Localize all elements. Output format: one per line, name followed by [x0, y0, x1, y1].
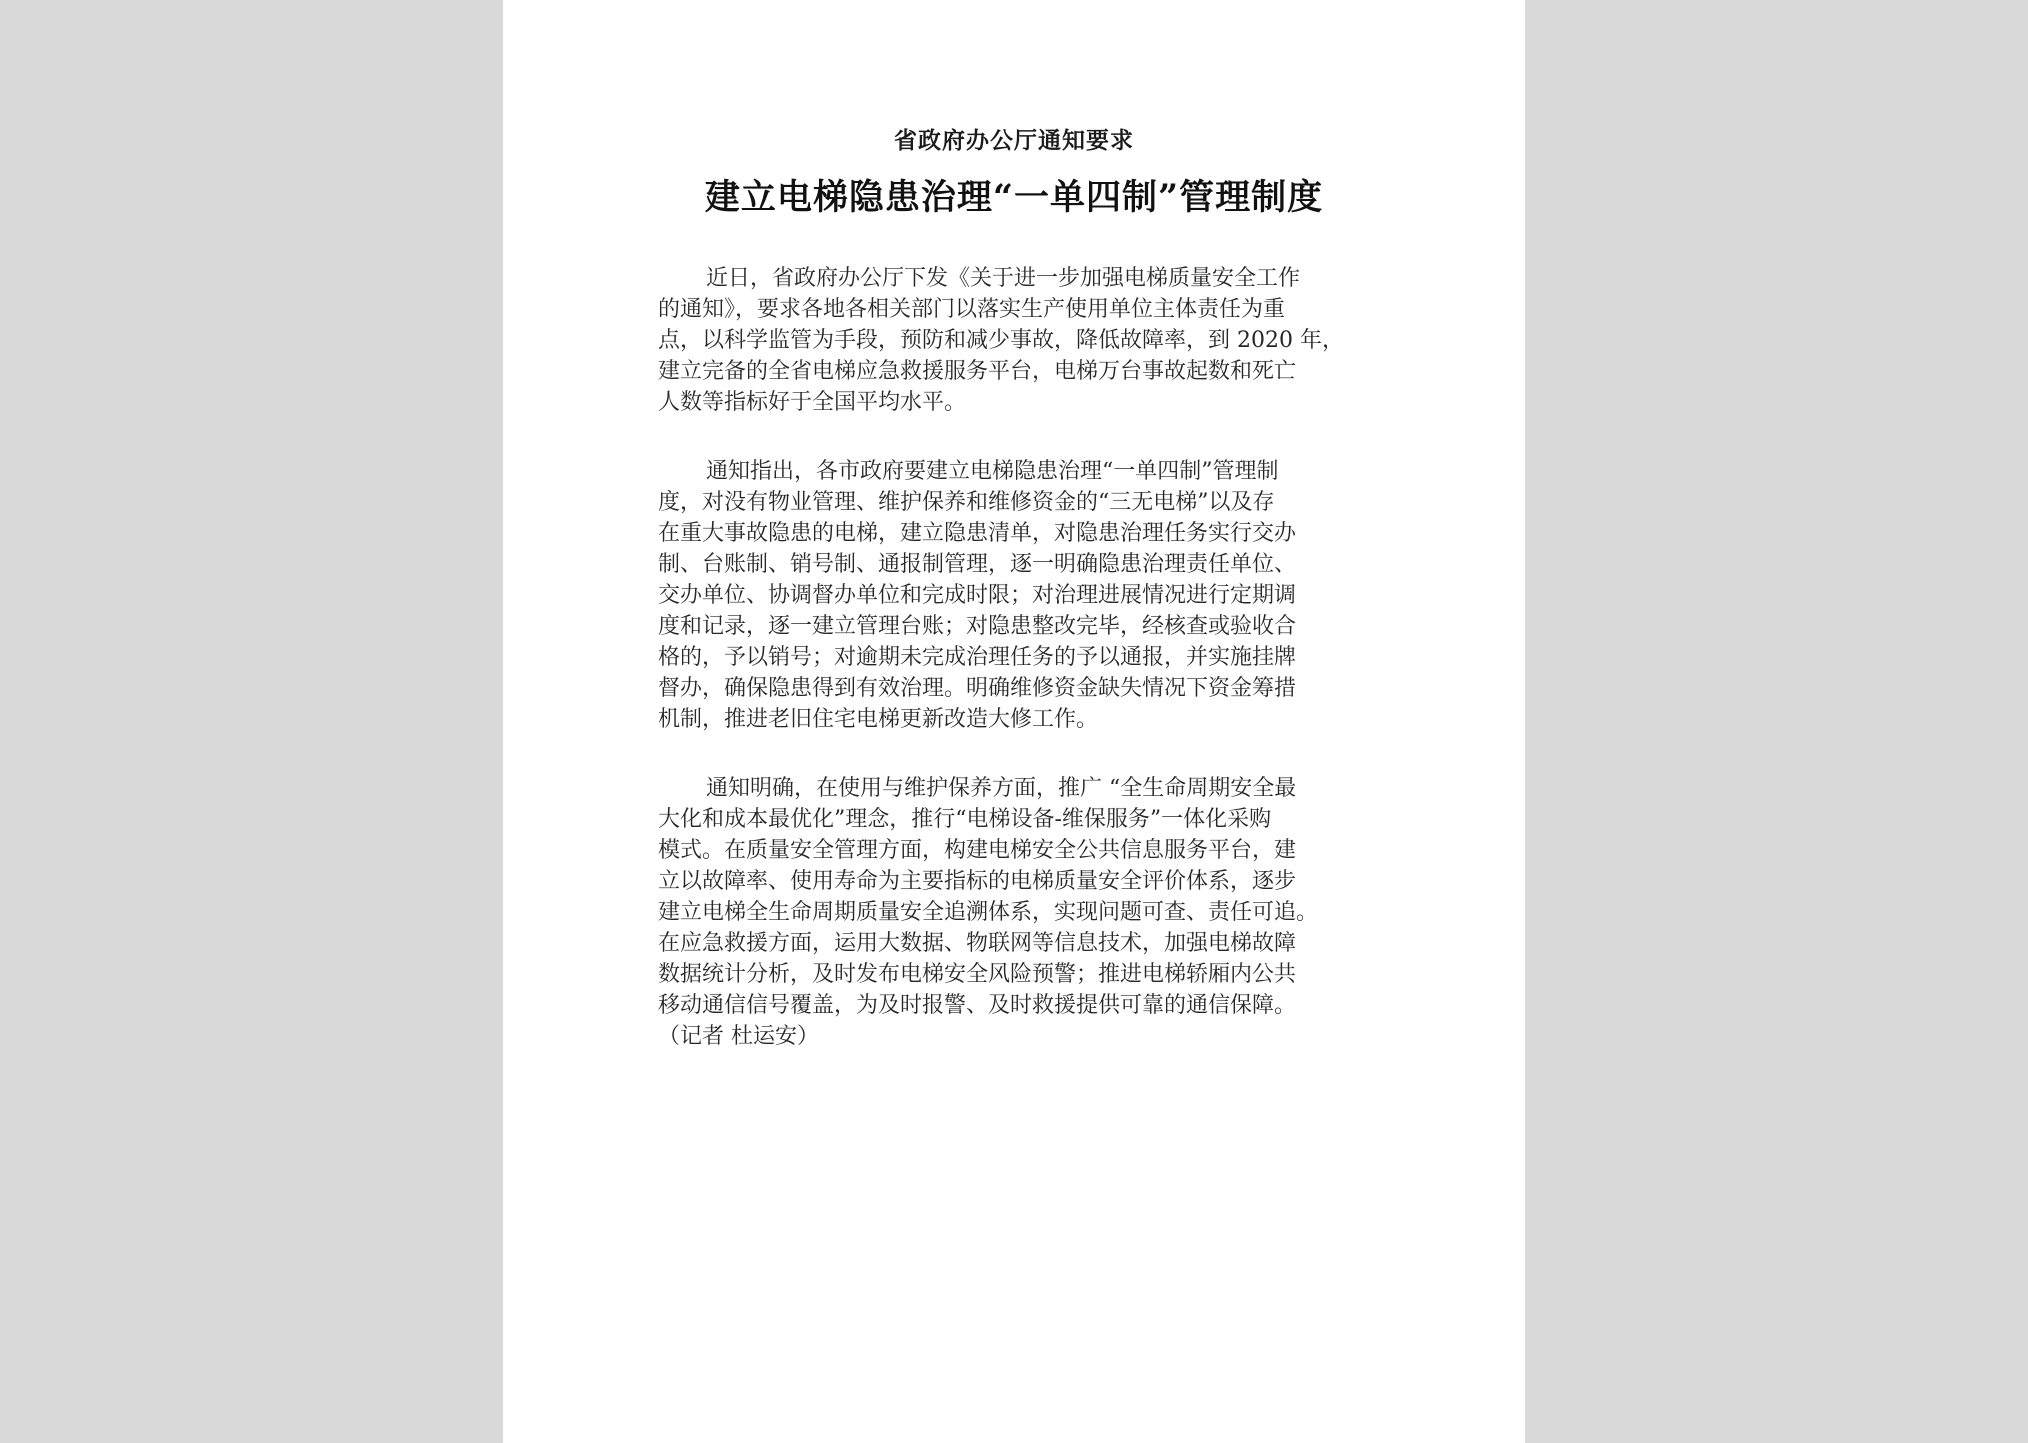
text-line: 人数等指标好于全国平均水平。 [658, 390, 967, 415]
article-body [658, 263, 1398, 1090]
text-line: 建立完备的全省电梯应急救援服务平台，电梯万台事故起数和死亡 [658, 359, 1297, 384]
article-title: 建立电梯隐患治理“一单四制”管理制度 [704, 177, 1324, 218]
text-line: 数据统计分析，及时发布电梯安全风险预警；推进电梯轿厢内公共 [658, 962, 1297, 987]
text-line: 大化和成本最优化”理念，推行“电梯设备-维保服务”一体化采购 [658, 807, 1272, 832]
paragraph-1 [658, 263, 1398, 418]
paragraph-2 [658, 456, 1398, 735]
text-line: 移动通信信号覆盖，为及时报警、及时救援提供可靠的通信保障。 [658, 993, 1297, 1018]
reporter-credit: （记者 杜运安） [658, 1024, 819, 1049]
document-page [503, 0, 1525, 1443]
text-line: 近日，省政府办公厅下发《关于进一步加强电梯质量安全工作 [706, 266, 1301, 291]
text-line: 立以故障率、使用寿命为主要指标的电梯质量安全评价体系，逐步 [658, 869, 1297, 894]
article-subtitle: 省政府办公厅通知要求 [894, 127, 1134, 154]
text-line: 督办，确保隐患得到有效治理。明确维修资金缺失情况下资金筹措 [658, 676, 1297, 701]
text-line: 交办单位、协调督办单位和完成时限；对治理进展情况进行定期调 [658, 583, 1297, 608]
text-line: 度和记录，逐一建立管理台账；对隐患整改完毕，经核查或验收合 [658, 614, 1297, 639]
paragraph-3 [658, 773, 1398, 1052]
text-line: 在应急救援方面，运用大数据、物联网等信息技术，加强电梯故障 [658, 931, 1297, 956]
text-line: 机制，推进老旧住宅电梯更新改造大修工作。 [658, 707, 1099, 732]
text-line: 在重大事故隐患的电梯，建立隐患清单，对隐患治理任务实行交办 [658, 521, 1297, 546]
text-line: 度，对没有物业管理、维护保养和维修资金的“三无电梯”以及存 [658, 490, 1275, 515]
text-line: 模式。在质量安全管理方面，构建电梯安全公共信息服务平台，建 [658, 838, 1297, 863]
text-line: 通知指出，各市政府要建立电梯隐患治理“一单四制”管理制 [706, 459, 1279, 484]
text-line: 建立电梯全生命周期质量安全追溯体系，实现问题可查、责任可追。 [658, 900, 1319, 925]
text-line: 的通知》，要求各地各相关部门以落实生产使用单位主体责任为重 [658, 297, 1286, 322]
text-line: 通知明确，在使用与维护保养方面，推广 “全生命周期安全最 [706, 776, 1297, 801]
text-line: 点，以科学监管为手段，预防和减少事故，降低故障率，到 2020 年， [658, 328, 1344, 353]
text-line: 格的，予以销号；对逾期未完成治理任务的予以通报，并实施挂牌 [658, 645, 1297, 670]
text-line: 制、台账制、销号制、通报制管理，逐一明确隐患治理责任单位、 [658, 552, 1297, 577]
